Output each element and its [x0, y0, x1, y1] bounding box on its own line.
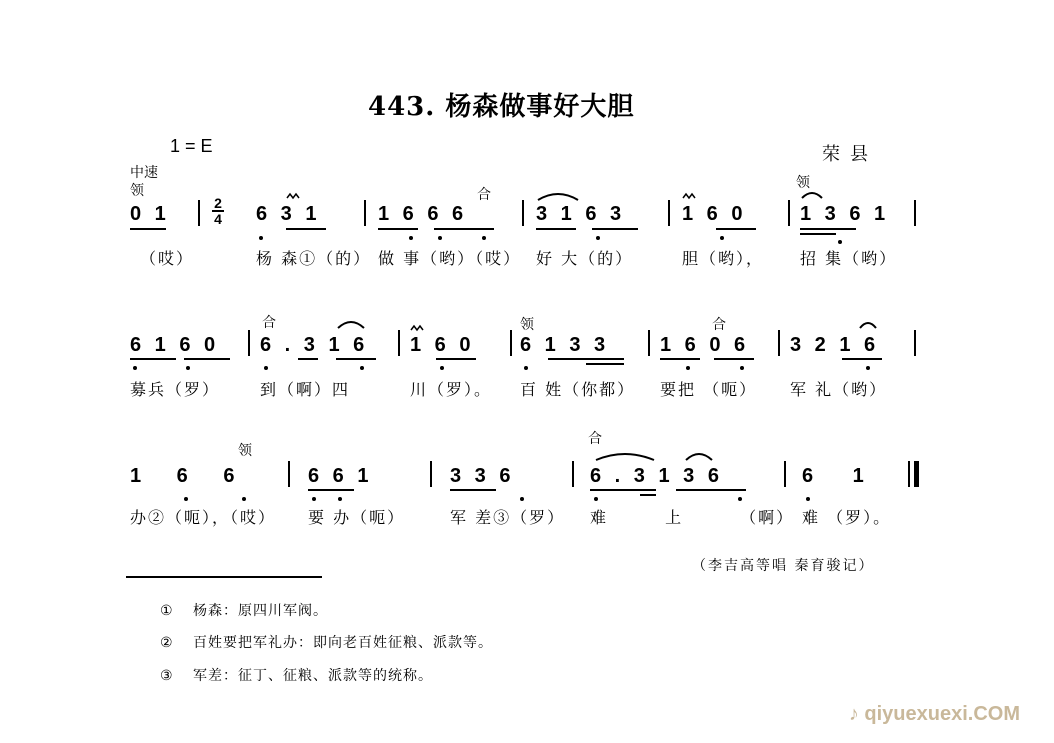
- measure-1-1: 0 1: [130, 203, 170, 225]
- barline: [364, 200, 366, 226]
- barline: [784, 461, 786, 487]
- measure-2-5: 1 6 0 6: [660, 334, 750, 356]
- slur: [336, 316, 366, 330]
- beam: [716, 228, 756, 230]
- beam: [378, 228, 418, 230]
- octave-dot: [520, 497, 524, 501]
- slur: [858, 318, 878, 330]
- footnote-3: ③ 军差：征丁、征粮、派款等的统称。: [160, 668, 434, 684]
- trill-icon: [682, 192, 698, 200]
- slur: [594, 448, 656, 462]
- region-label: 荣县: [822, 144, 878, 165]
- octave-dot: [596, 236, 600, 240]
- unison-mark: 合: [262, 315, 276, 331]
- octave-dot: [438, 236, 442, 240]
- lyric-3-3: 军 差③（罗）: [450, 508, 566, 527]
- beam: [548, 358, 624, 360]
- measure-1-3: 1 6 6 6: [378, 203, 468, 225]
- measure-1-6: 1 3 6 1: [800, 203, 890, 225]
- measure-2-1: 6 1 6 0: [130, 334, 220, 356]
- lyric-1-1: （哎）: [140, 249, 195, 268]
- unison-mark: 合: [477, 187, 491, 203]
- lead-mark: 领: [130, 183, 144, 199]
- octave-dot: [184, 497, 188, 501]
- barline: [522, 200, 524, 226]
- lyric-2-2: 到（啊）四: [260, 380, 351, 399]
- unison-mark: 合: [712, 317, 726, 333]
- barline: [572, 461, 574, 487]
- octave-dot: [740, 366, 744, 370]
- trill-icon: [410, 324, 426, 332]
- song-title: 443. 杨森做事好大胆: [368, 92, 635, 122]
- credit-line: （李吉高等唱 秦育骏记）: [692, 558, 875, 574]
- octave-dot: [259, 236, 263, 240]
- beam: [308, 489, 354, 491]
- beam: [434, 228, 494, 230]
- beam: [592, 228, 638, 230]
- site-watermark: ♪ qiyuexuexi.COM: [848, 703, 1020, 725]
- barline: [668, 200, 670, 226]
- measure-2-2: 6 . 3 1 6: [260, 334, 369, 356]
- lead-mark: 领: [796, 175, 810, 191]
- beam: [714, 358, 754, 360]
- lyric-2-5: 要把 （呃）: [660, 380, 758, 399]
- slur: [536, 188, 580, 202]
- octave-dot: [360, 366, 364, 370]
- lyric-3-5: 难 （罗）。: [802, 508, 892, 527]
- lyric-1-6: 招 集（哟）: [800, 249, 898, 268]
- beam: [590, 489, 656, 491]
- barline: [914, 200, 916, 226]
- music-note-icon: ♪: [848, 703, 859, 725]
- measure-1-2: 6 3 1: [256, 203, 321, 225]
- measure-2-3: 1 6 0: [410, 334, 475, 356]
- barline: [788, 200, 790, 226]
- measure-3-5: 6 1: [802, 465, 868, 487]
- barline: [398, 330, 400, 356]
- octave-dot: [524, 366, 528, 370]
- beam: [640, 494, 656, 496]
- barline: [778, 330, 780, 356]
- beam: [660, 358, 700, 360]
- lyric-2-1: 募兵（罗）: [130, 380, 221, 399]
- barline: [198, 200, 200, 226]
- octave-dot: [133, 366, 137, 370]
- beam: [298, 358, 318, 360]
- trill-icon: [286, 192, 302, 200]
- lyric-2-4: 百 姓（你都）: [520, 380, 636, 399]
- beam: [800, 233, 836, 235]
- measure-2-4: 6 1 3 3: [520, 334, 610, 356]
- time-signature: 2 4: [212, 196, 224, 226]
- measure-3-2: 6 6 1: [308, 465, 373, 487]
- measure-1-5: 1 6 0: [682, 203, 747, 225]
- beam: [536, 228, 576, 230]
- octave-dot: [186, 366, 190, 370]
- octave-dot: [866, 366, 870, 370]
- unison-mark: 合: [588, 431, 602, 447]
- final-barline-thin: [908, 461, 910, 487]
- footnote-1: ① 杨森：原四川军阀。: [160, 603, 329, 619]
- octave-dot: [440, 366, 444, 370]
- lyric-3-4: 难 上 （啊）: [590, 508, 795, 527]
- tempo-marking: 中速: [130, 165, 158, 181]
- measure-3-1: 1 6 6: [130, 465, 239, 487]
- beam: [286, 228, 326, 230]
- octave-dot: [686, 366, 690, 370]
- beam: [842, 358, 882, 360]
- octave-dot: [312, 497, 316, 501]
- octave-dot: [838, 240, 842, 244]
- lead-mark: 领: [520, 317, 534, 333]
- octave-dot: [242, 497, 246, 501]
- lyric-3-1: 办②（呃），（哎）: [130, 508, 277, 527]
- lyric-1-2: 杨 森①（的）: [256, 249, 372, 268]
- octave-dot: [738, 497, 742, 501]
- lyric-2-3: 川（罗）。: [410, 380, 493, 399]
- lyric-3-2: 要 办（呃）: [308, 508, 406, 527]
- slur: [800, 188, 824, 200]
- measure-3-4: 6 . 3 1 3 6: [590, 465, 723, 487]
- beam: [130, 228, 166, 230]
- measure-2-6: 3 2 1 6: [790, 334, 880, 356]
- octave-dot: [482, 236, 486, 240]
- footnote-2: ② 百姓要把军礼办：即向老百姓征粮、派款等。: [160, 635, 494, 651]
- beam: [436, 358, 476, 360]
- octave-dot: [338, 497, 342, 501]
- octave-dot: [806, 497, 810, 501]
- beam: [336, 358, 376, 360]
- barline: [648, 330, 650, 356]
- beam: [450, 489, 496, 491]
- footnote-divider: [126, 576, 322, 578]
- barline: [288, 461, 290, 487]
- beam: [184, 358, 230, 360]
- lyric-1-5: 胆（哟），: [682, 249, 765, 268]
- beam: [130, 358, 176, 360]
- octave-dot: [264, 366, 268, 370]
- key-signature: 1 = E: [170, 136, 213, 156]
- lyric-1-4: 好 大（的）: [536, 249, 634, 268]
- lyric-2-6: 军 礼（哟）: [790, 380, 888, 399]
- lead-mark: 领: [238, 443, 252, 459]
- slur: [684, 448, 714, 462]
- barline: [510, 330, 512, 356]
- barline: [430, 461, 432, 487]
- lyric-1-3: 做 事（哟）（哎）: [378, 249, 522, 268]
- measure-3-3: 3 3 6: [450, 465, 515, 487]
- barline: [914, 330, 916, 356]
- barline: [248, 330, 250, 356]
- beam: [586, 363, 624, 365]
- octave-dot: [720, 236, 724, 240]
- beam: [800, 228, 856, 230]
- octave-dot: [409, 236, 413, 240]
- measure-1-4: 3 1 6 3: [536, 203, 626, 225]
- beam: [676, 489, 746, 491]
- octave-dot: [594, 497, 598, 501]
- final-barline-thick: [914, 461, 919, 487]
